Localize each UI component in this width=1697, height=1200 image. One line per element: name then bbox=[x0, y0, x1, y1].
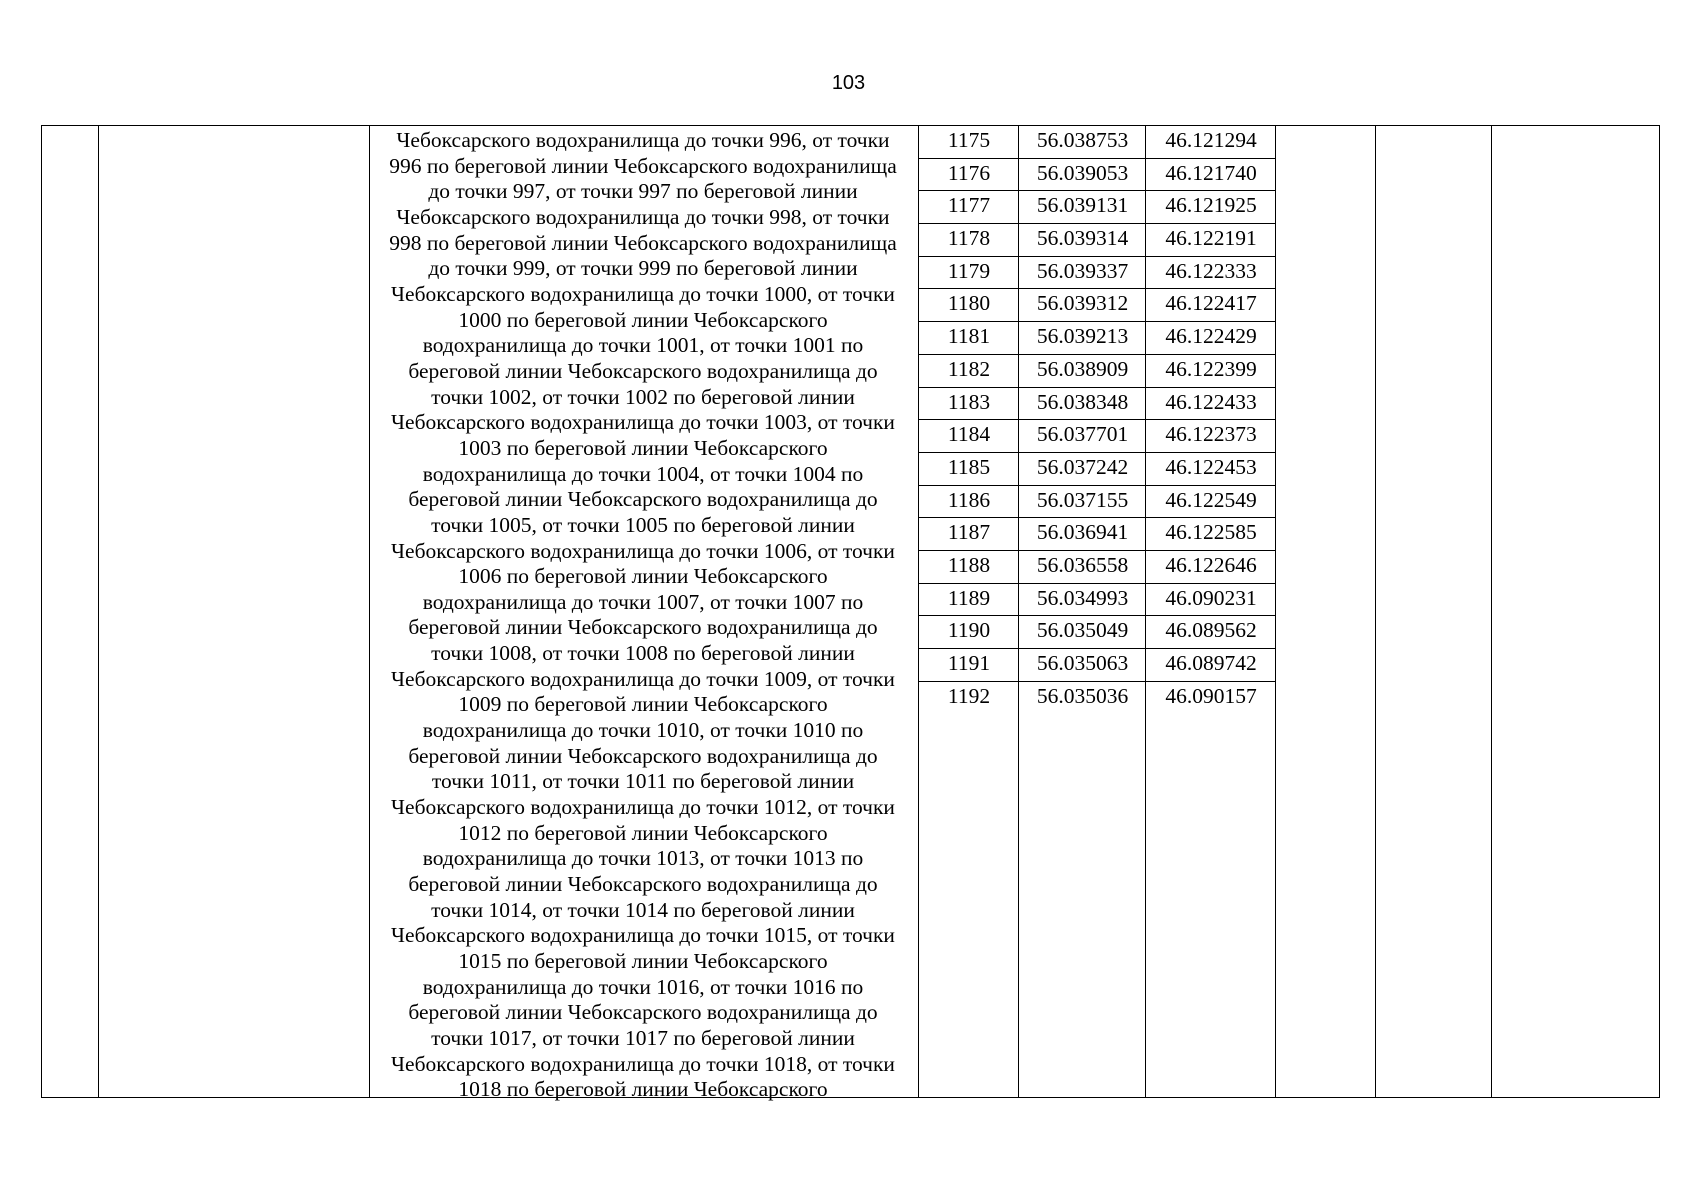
latitude-cell: 56.039213 bbox=[1036, 324, 1129, 349]
longitude-cell: 46.122191 bbox=[1165, 226, 1257, 251]
longitude-cell: 46.089742 bbox=[1165, 651, 1257, 675]
longitude-cell: 46.122453 bbox=[1165, 454, 1257, 479]
coordinate-row bbox=[919, 289, 1276, 322]
coordinate-row bbox=[919, 355, 1276, 388]
point-number: 1189 bbox=[947, 585, 991, 610]
latitude-cell: 56.036558 bbox=[1036, 552, 1129, 577]
latitude-cell: 56.034993 bbox=[1036, 585, 1129, 610]
latitude-cell: 56.035049 bbox=[1036, 618, 1129, 643]
point-number: 1184 bbox=[947, 422, 991, 447]
longitude-cell: 46.089562 bbox=[1165, 618, 1257, 643]
longitude-cell: 46.090157 bbox=[1165, 683, 1257, 708]
coordinate-row bbox=[919, 486, 1276, 519]
point-number: 1188 bbox=[947, 552, 991, 577]
longitude-cell: 46.122429 bbox=[1165, 324, 1257, 349]
latitude-cell: 56.037701 bbox=[1036, 422, 1129, 447]
point-number: 1181 bbox=[947, 324, 991, 349]
coordinate-row bbox=[919, 682, 1276, 715]
page-number: 103 bbox=[831, 72, 866, 94]
latitude-cell: 56.037242 bbox=[1036, 454, 1129, 479]
coordinate-row bbox=[919, 322, 1276, 355]
longitude-cell: 46.121925 bbox=[1165, 193, 1257, 218]
latitude-cell: 56.038348 bbox=[1036, 389, 1129, 414]
boundary-description: Чебоксарского водохранилища до точки 996, от точки 996 по береговой линии Чебоксарского водохранилища до точки 997, от точки 997 по береговой линии Чебоксарского водохранилища до точки 998, от точки 998 по береговой линии Чебоксарского водохранилища до точки 999, от точки 999 по береговой линии Чебоксарского водохранилища до точки 1000, от точки 1000 по береговой линии Чебоксарского водохранилища до точки 1001, от точки 1001 по береговой линии Чебоксарского водохранилища до точки 1002, от точки 1002 по береговой линии Чебоксарского водохранилища до точки 1003, от точки 1003 по береговой линии Чебоксарского водохранилища до точки 1004, от точки 1004 по береговой линии Чебоксарского водохранилища до точки 1005, от точки 1005 по береговой линии Чебоксарского водохранилища до точки 1006, от точки 1006 по береговой линии Чебоксарского водохранилища до точки 1007, от точки 1007 по береговой линии Чебоксарского водохранилища до точки 1008, от точки 1008 по береговой линии Чебоксарского водохранилища до точки 1009, от точки 1009 по береговой линии Чебоксарского водохранилища до точки 1010, от точки 1010 по береговой линии Чебоксарского водохранилища до точки 1011, от точки 1011 по береговой линии Чебоксарского водохранилища до точки 1012, от точки 1012 по береговой линии Чебоксарского водохранилища до точки 1013, от точки 1013 по береговой линии Чебоксарского водохранилища до точки 1014, от точки 1014 по береговой линии Чебоксарского водохранилища до точки 1015, от точки 1015 по береговой линии Чебоксарского водохранилища до точки 1016, от точки 1016 по береговой линии Чебоксарского водохранилища до точки 1017, от точки 1017 по береговой линии Чебоксарского водохранилища до точки 1018, от точки 1018 по береговой линии Чебоксарского bbox=[389, 128, 897, 1102]
point-number: 1185 bbox=[947, 454, 991, 479]
longitude-cell: 46.122399 bbox=[1165, 356, 1257, 381]
longitude-cell: 46.122333 bbox=[1165, 258, 1257, 283]
coordinate-row bbox=[919, 420, 1276, 453]
latitude-cell: 56.035063 bbox=[1036, 651, 1129, 675]
point-number: 1192 bbox=[947, 683, 991, 708]
longitude-cell: 46.121294 bbox=[1165, 128, 1257, 152]
coordinate-row bbox=[919, 616, 1276, 649]
latitude-cell: 56.039314 bbox=[1036, 226, 1129, 251]
coordinate-row bbox=[919, 388, 1276, 421]
point-number: 1175 bbox=[947, 128, 991, 152]
point-number: 1177 bbox=[947, 193, 991, 218]
point-number: 1187 bbox=[947, 520, 991, 545]
coordinate-row bbox=[919, 191, 1276, 224]
longitude-cell: 46.122417 bbox=[1165, 291, 1257, 316]
point-number: 1179 bbox=[947, 258, 991, 283]
longitude-cell: 46.122373 bbox=[1165, 422, 1257, 447]
latitude-cell: 56.039312 bbox=[1036, 291, 1129, 316]
coordinate-row bbox=[919, 551, 1276, 584]
point-number: 1176 bbox=[947, 160, 991, 185]
point-number: 1178 bbox=[947, 226, 991, 251]
coordinate-row bbox=[919, 649, 1276, 682]
latitude-cell: 56.039131 bbox=[1036, 193, 1129, 218]
longitude-cell: 46.122549 bbox=[1165, 487, 1257, 512]
latitude-cell: 56.037155 bbox=[1036, 487, 1129, 512]
point-number: 1182 bbox=[947, 356, 991, 381]
longitude-cell: 46.122433 bbox=[1165, 389, 1257, 414]
longitude-cell: 46.122646 bbox=[1165, 552, 1257, 577]
latitude-cell: 56.039053 bbox=[1036, 160, 1129, 185]
longitude-cell: 46.121740 bbox=[1165, 160, 1257, 185]
coordinate-row bbox=[919, 159, 1276, 192]
coordinate-row bbox=[919, 453, 1276, 486]
longitude-cell: 46.122585 bbox=[1165, 520, 1257, 545]
coordinate-row bbox=[919, 126, 1276, 159]
point-number: 1191 bbox=[947, 651, 991, 675]
latitude-cell: 56.038753 bbox=[1036, 128, 1129, 152]
latitude-cell: 56.039337 bbox=[1036, 258, 1129, 283]
coordinate-row bbox=[919, 518, 1276, 551]
longitude-cell: 46.090231 bbox=[1165, 585, 1257, 610]
point-number: 1183 bbox=[947, 389, 991, 414]
coordinate-row bbox=[919, 224, 1276, 257]
latitude-cell: 56.038909 bbox=[1036, 356, 1129, 381]
latitude-cell: 56.036941 bbox=[1036, 520, 1129, 545]
latitude-cell: 56.035036 bbox=[1036, 683, 1129, 708]
column-divider bbox=[1375, 126, 1376, 1097]
column-divider bbox=[1491, 126, 1492, 1097]
coordinate-row bbox=[919, 584, 1276, 617]
point-number: 1180 bbox=[947, 291, 991, 316]
coordinates-list bbox=[919, 126, 1276, 714]
point-number: 1186 bbox=[947, 487, 991, 512]
boundary-table bbox=[41, 125, 1660, 1102]
coordinate-row bbox=[919, 257, 1276, 290]
point-number: 1190 bbox=[947, 618, 991, 643]
column-divider bbox=[98, 126, 99, 1097]
